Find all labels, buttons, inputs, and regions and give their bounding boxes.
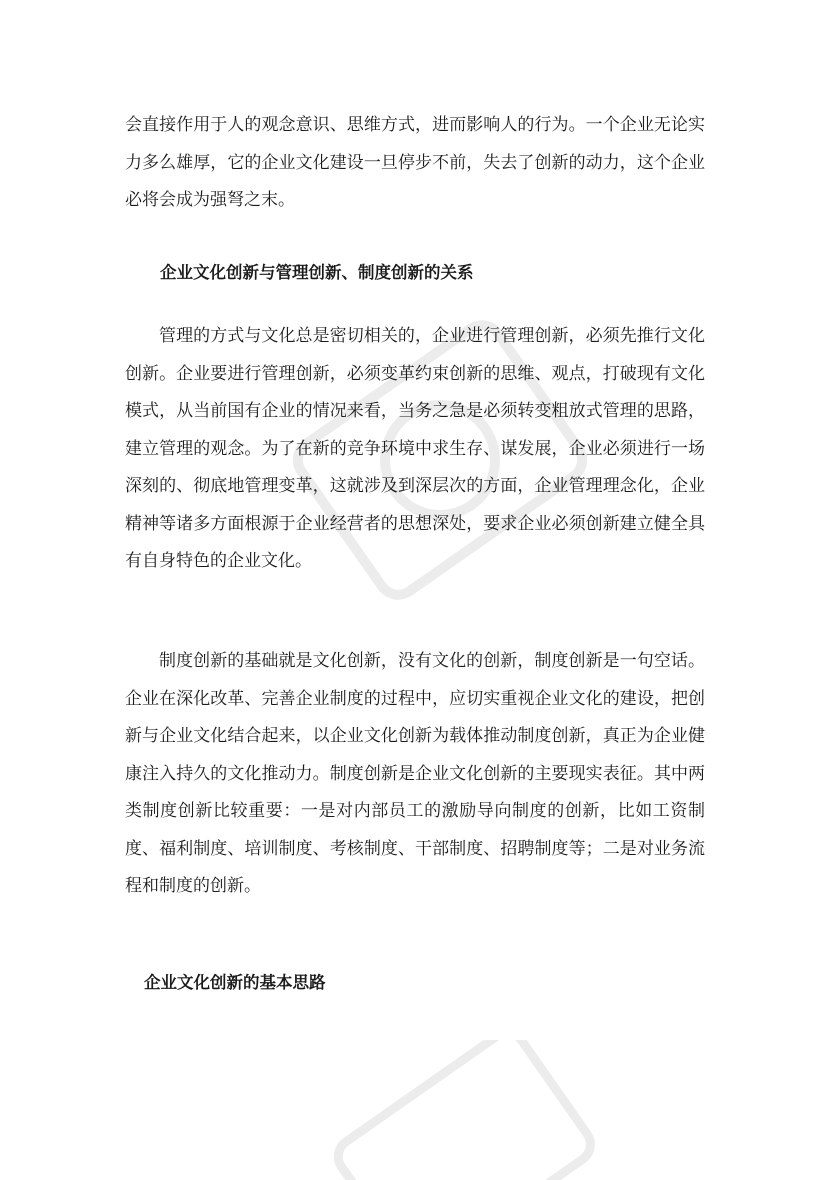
paragraph-system-innovation: 制度创新的基础就是文化创新，没有文化的创新，制度创新是一句空话。企业在深化改革、完善企业制度的过程中，应切实重视企业文化的建设，把创新与企业文化结合起来，以企业文化创新为载体推动制度创新，真正为企业健康注入持久的文化推动力。制度创新是企业文化创新的主要现实表征。其中两类制度创新比较重要：一是对内部员工的激励导向制度的创新，比如工资制度、福利制度、培训制度、考核制度、干部制度、招聘制度等；二是对业务流程和制度的创新。 (125, 651, 705, 896)
paragraph-management-innovation: 管理的方式与文化总是密切相关的，企业进行管理创新，必须先推行文化创新。企业要进行管理创新，必须变革约束创新的思维、观点，打破现有文化模式，从当前国有企业的情况来看，当务之急是必须转变粗放式管理的思路，建立管理的观念。为了在新的竞争环境中求生存、谋发展，企业必须进行一场深刻的、彻底地管理变革，这就涉及到深层次的方面，企业管理理念化，企业精神等诸多方面根源于企业经营者的思想深处，要求企业必须创新建立健全具有自身特色的企业文化。 (125, 326, 705, 571)
section-heading-relationship: 企业文化创新与管理创新、制度创新的关系 (160, 263, 474, 282)
section-heading-basic-approach: 企业文化创新的基本思路 (144, 973, 326, 992)
paragraph-culture-impact: 会直接作用于人的观念意识、思维方式，进而影响人的行为。一个企业无论实力多么雄厚，它的企业文化建设一旦停步不前，失去了创新的动力，这个企业必将会成为强弩之末。 (125, 115, 705, 210)
